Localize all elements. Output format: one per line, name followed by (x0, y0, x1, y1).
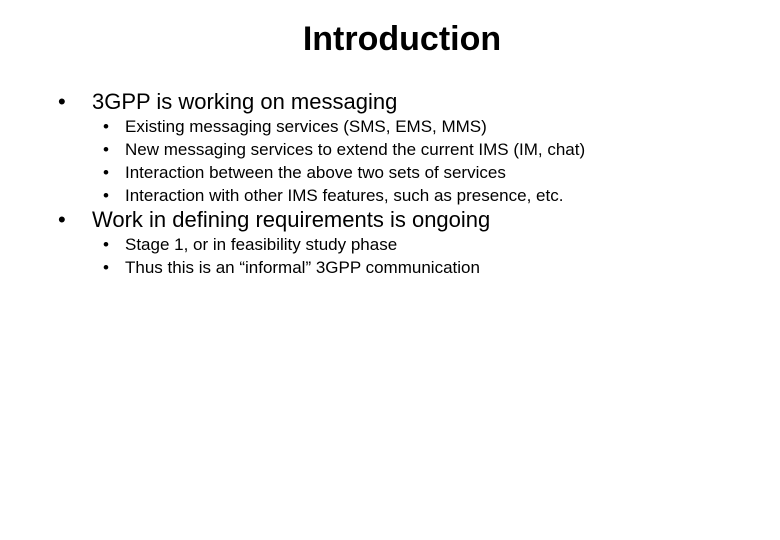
bullet-icon: • (103, 163, 109, 182)
list-item-text: Thus this is an “informal” 3GPP communication (125, 258, 480, 277)
list-item (103, 162, 506, 184)
bullet-icon: • (103, 140, 109, 159)
list-item-text: Interaction with other IMS features, such as presence, etc. (125, 186, 564, 205)
list-item (103, 185, 563, 207)
section-heading-text: Work in defining requirements is ongoing (92, 207, 491, 232)
list-item-text: Existing messaging services (SMS, EMS, MMS) (125, 117, 487, 136)
bullet-icon: • (58, 207, 66, 232)
bullet-icon: • (58, 89, 66, 114)
bullet-icon: • (103, 117, 109, 136)
list-item (103, 234, 397, 256)
section-heading-text: 3GPP is working on messaging (92, 89, 398, 114)
bullet-icon: • (103, 186, 109, 205)
list-item-text: Interaction between the above two sets of services (125, 163, 506, 182)
list-item-text: New messaging services to extend the current IMS (IM, chat) (125, 140, 586, 159)
slide-title: Introduction (302, 20, 502, 58)
list-item (103, 116, 487, 138)
bullet-icon: • (103, 258, 109, 277)
bullet-icon: • (103, 235, 109, 254)
list-item-text: Stage 1, or in feasibility study phase (125, 235, 398, 254)
list-item (103, 257, 480, 279)
list-item (103, 139, 585, 161)
section-heading-2 (58, 207, 490, 233)
section-heading-1 (58, 89, 397, 115)
